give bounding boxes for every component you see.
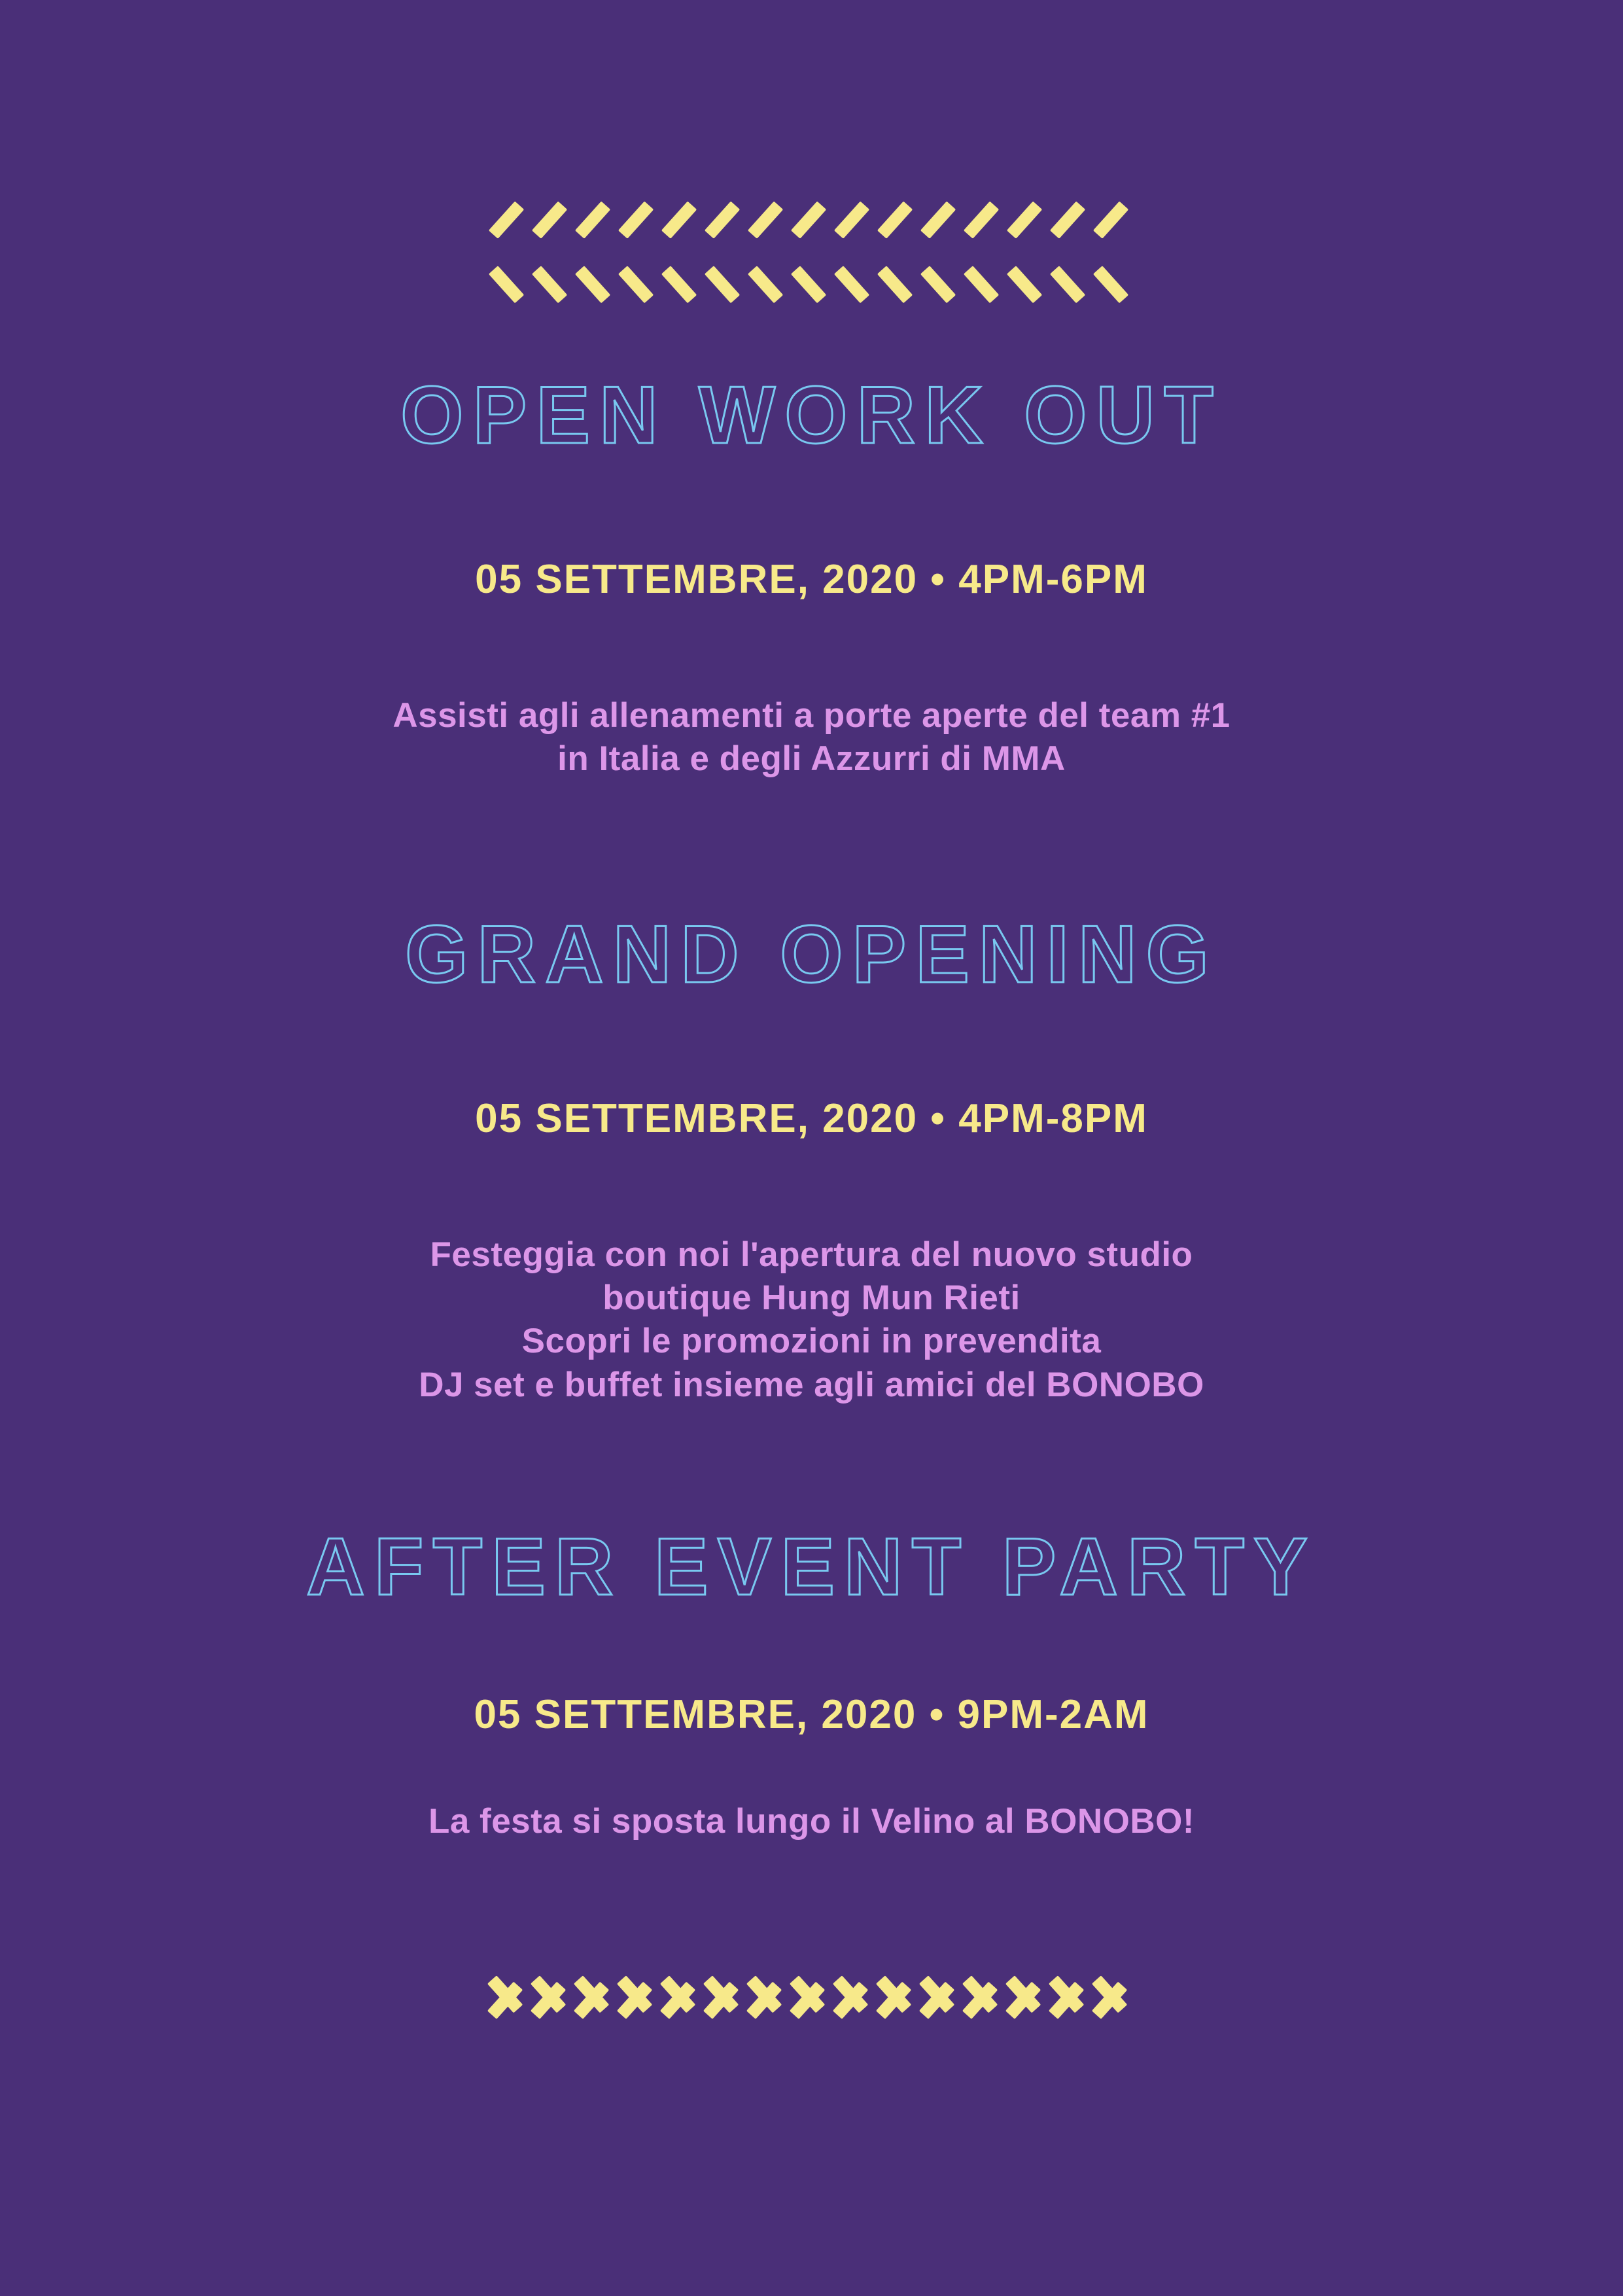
chevrons-right-icon (491, 1941, 1133, 2040)
description-line: Assisti agli allenamenti a porte aperte del team #1 (393, 696, 1230, 735)
section-date-grand-opening: 05 SETTEMBRE, 2020 • 4PM-8PM (475, 1095, 1148, 1141)
description-line: in Italia e degli Azzurri di MMA (557, 739, 1066, 779)
description-line: DJ set e buffet insieme agli amici del BONOBO (419, 1365, 1204, 1404)
chevrons-left-icon (491, 196, 1133, 294)
section-description-after-event-party (428, 1800, 1195, 1843)
section-date-after-event-party: 05 SETTEMBRE, 2020 • 9PM-2AM (474, 1692, 1149, 1738)
section-description-open-work-out (393, 694, 1230, 781)
description-line: Scopri le promozioni in prevendita (521, 1322, 1102, 1361)
section-title-after-event-party: AFTER EVENT PARTY (306, 1521, 1317, 1612)
section-date-open-work-out: 05 SETTEMBRE, 2020 • 4PM-6PM (475, 557, 1148, 603)
description-line: boutique Hung Mun Rieti (602, 1279, 1021, 1318)
section-description-grand-opening (419, 1233, 1204, 1407)
description-line: Festeggia con noi l'apertura del nuovo studio (430, 1235, 1193, 1274)
section-title-grand-opening: GRAND OPENING (405, 909, 1218, 1000)
section-title-open-work-out: OPEN WORK OUT (400, 370, 1223, 461)
description-line: La festa si sposta lungo il Velino al BONOBO! (428, 1802, 1195, 1841)
